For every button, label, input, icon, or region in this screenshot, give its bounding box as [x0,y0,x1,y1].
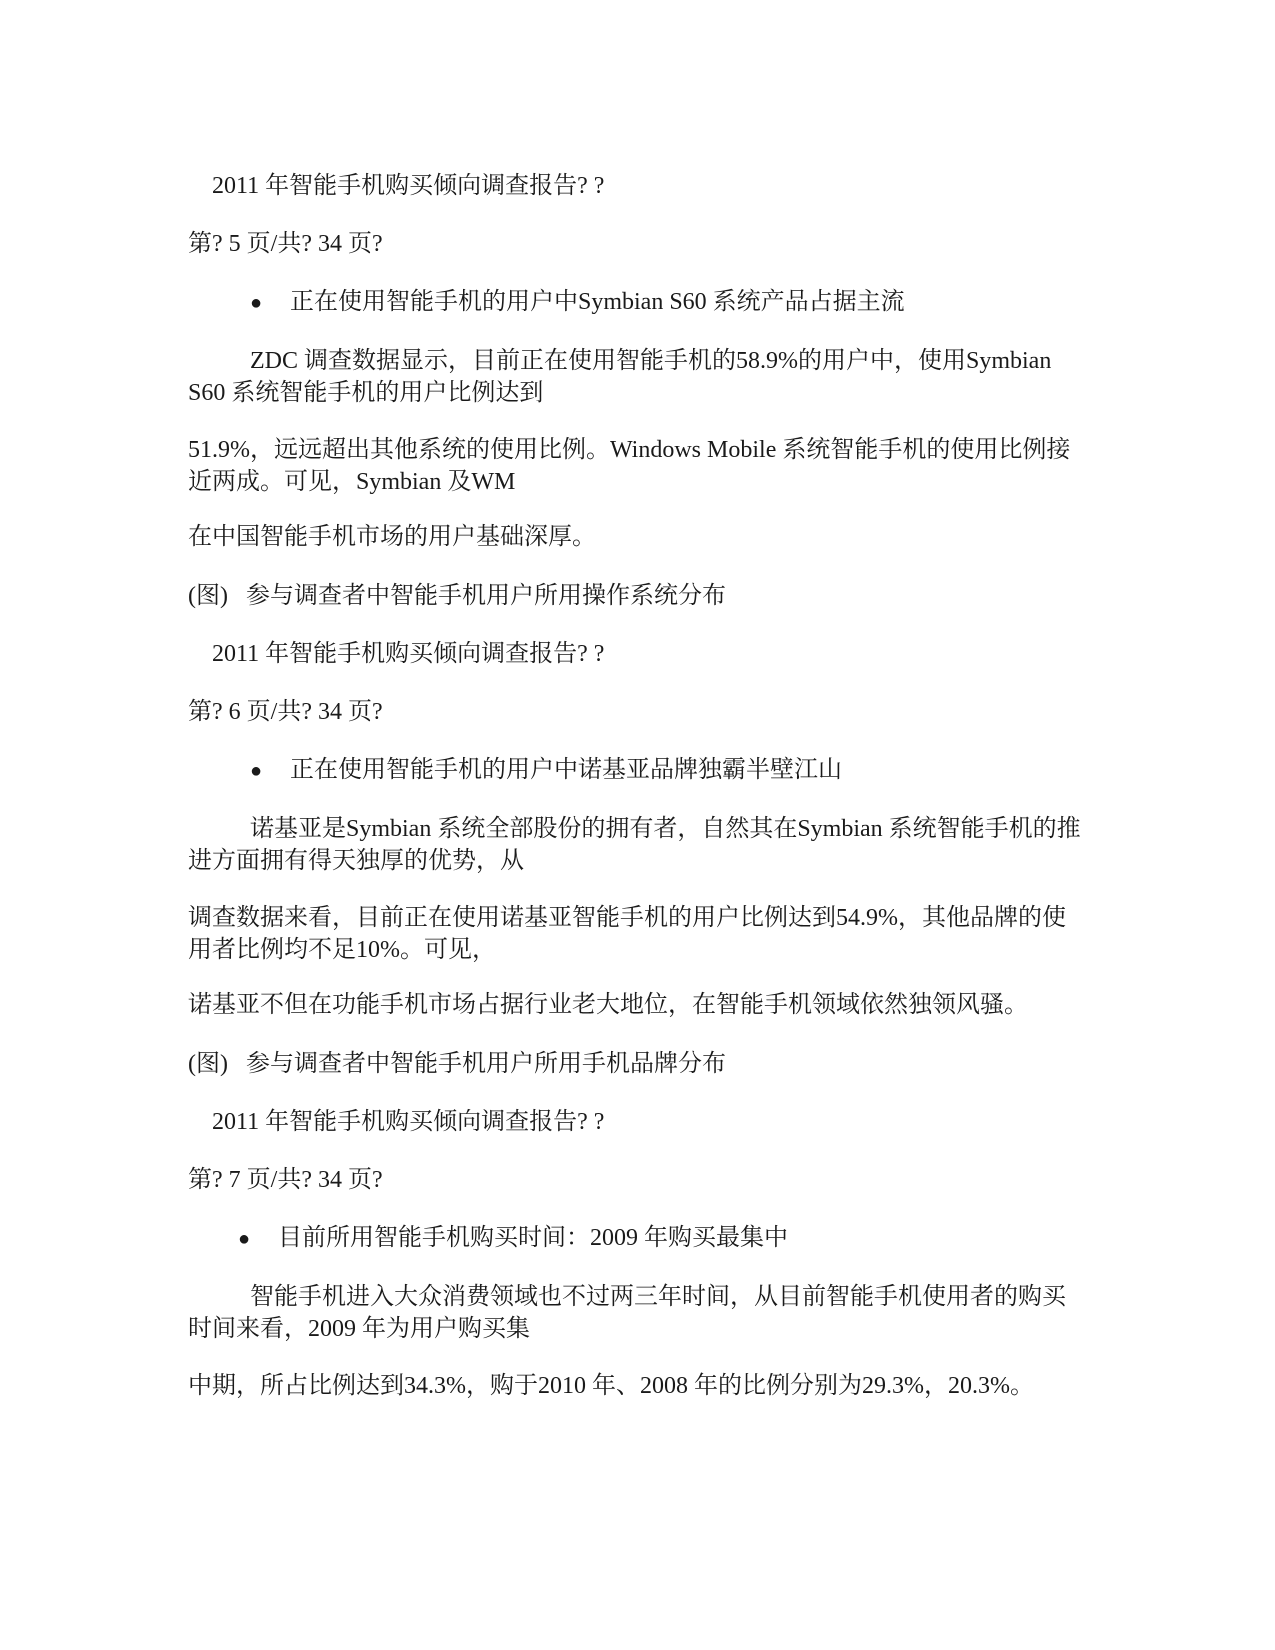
page-number: 第? 5 页/共? 34 页? [188,231,383,257]
body-paragraph: 智能手机进入大众消费领域也不过两三年时间，从目前智能手机使用者的购买时间来看，2009 年为用户购买集 [188,1284,1066,1342]
body-paragraph: 诺基亚不但在功能手机市场占据行业老大地位，在智能手机领域依然独领风骚。 [188,992,1028,1018]
report-header: 2011 年智能手机购买倾向调查报告? ? [212,173,605,199]
body-paragraph: ZDC 调查数据显示，目前正在使用智能手机的58.9%的用户中，使用Symbian S60 系统智能手机的用户比例达到 [188,348,1058,406]
bullet-text: 正在使用智能手机的用户中Symbian S60 系统产品占据主流 [290,289,905,315]
body-paragraph: 诺基亚是Symbian 系统全部股份的拥有者，自然其在Symbian 系统智能手机的推进方面拥有得天独厚的优势，从 [188,816,1081,874]
page-number: 第? 7 页/共? 34 页? [188,1167,383,1193]
bullet-text: 正在使用智能手机的用户中诺基亚品牌独霸半壁江山 [290,757,842,783]
body-paragraph: 在中国智能手机市场的用户基础深厚。 [188,524,596,550]
body-paragraph: 调查数据来看，目前正在使用诺基亚智能手机的用户比例达到54.9%，其他品牌的使用者比例均不足10%。可见， [188,905,1066,963]
bullet-heading [238,1222,1138,1255]
bullet-icon: ● [238,1228,251,1250]
figure-caption: (图) 参与调查者中智能手机用户所用手机品牌分布 [188,1051,726,1077]
bullet-heading [250,754,1150,787]
figure-caption: (图) 参与调查者中智能手机用户所用操作系统分布 [188,583,726,609]
report-header: 2011 年智能手机购买倾向调查报告? ? [212,1109,605,1135]
body-paragraph: 中期，所占比例达到34.3%，购于2010 年、2008 年的比例分别为29.3%，20.3%。 [188,1373,1034,1399]
bullet-icon: ● [250,760,263,782]
bullet-heading [250,286,1150,319]
bullet-text: 目前所用智能手机购买时间：2009 年购买最集中 [278,1225,788,1251]
body-paragraph: 51.9%，远远超出其他系统的使用比例。Windows Mobile 系统智能手机的使用比例接近两成。可见，Symbian 及WM [188,437,1071,495]
report-header: 2011 年智能手机购买倾向调查报告? ? [212,641,605,667]
bullet-icon: ● [250,292,263,314]
page-number: 第? 6 页/共? 34 页? [188,699,383,725]
